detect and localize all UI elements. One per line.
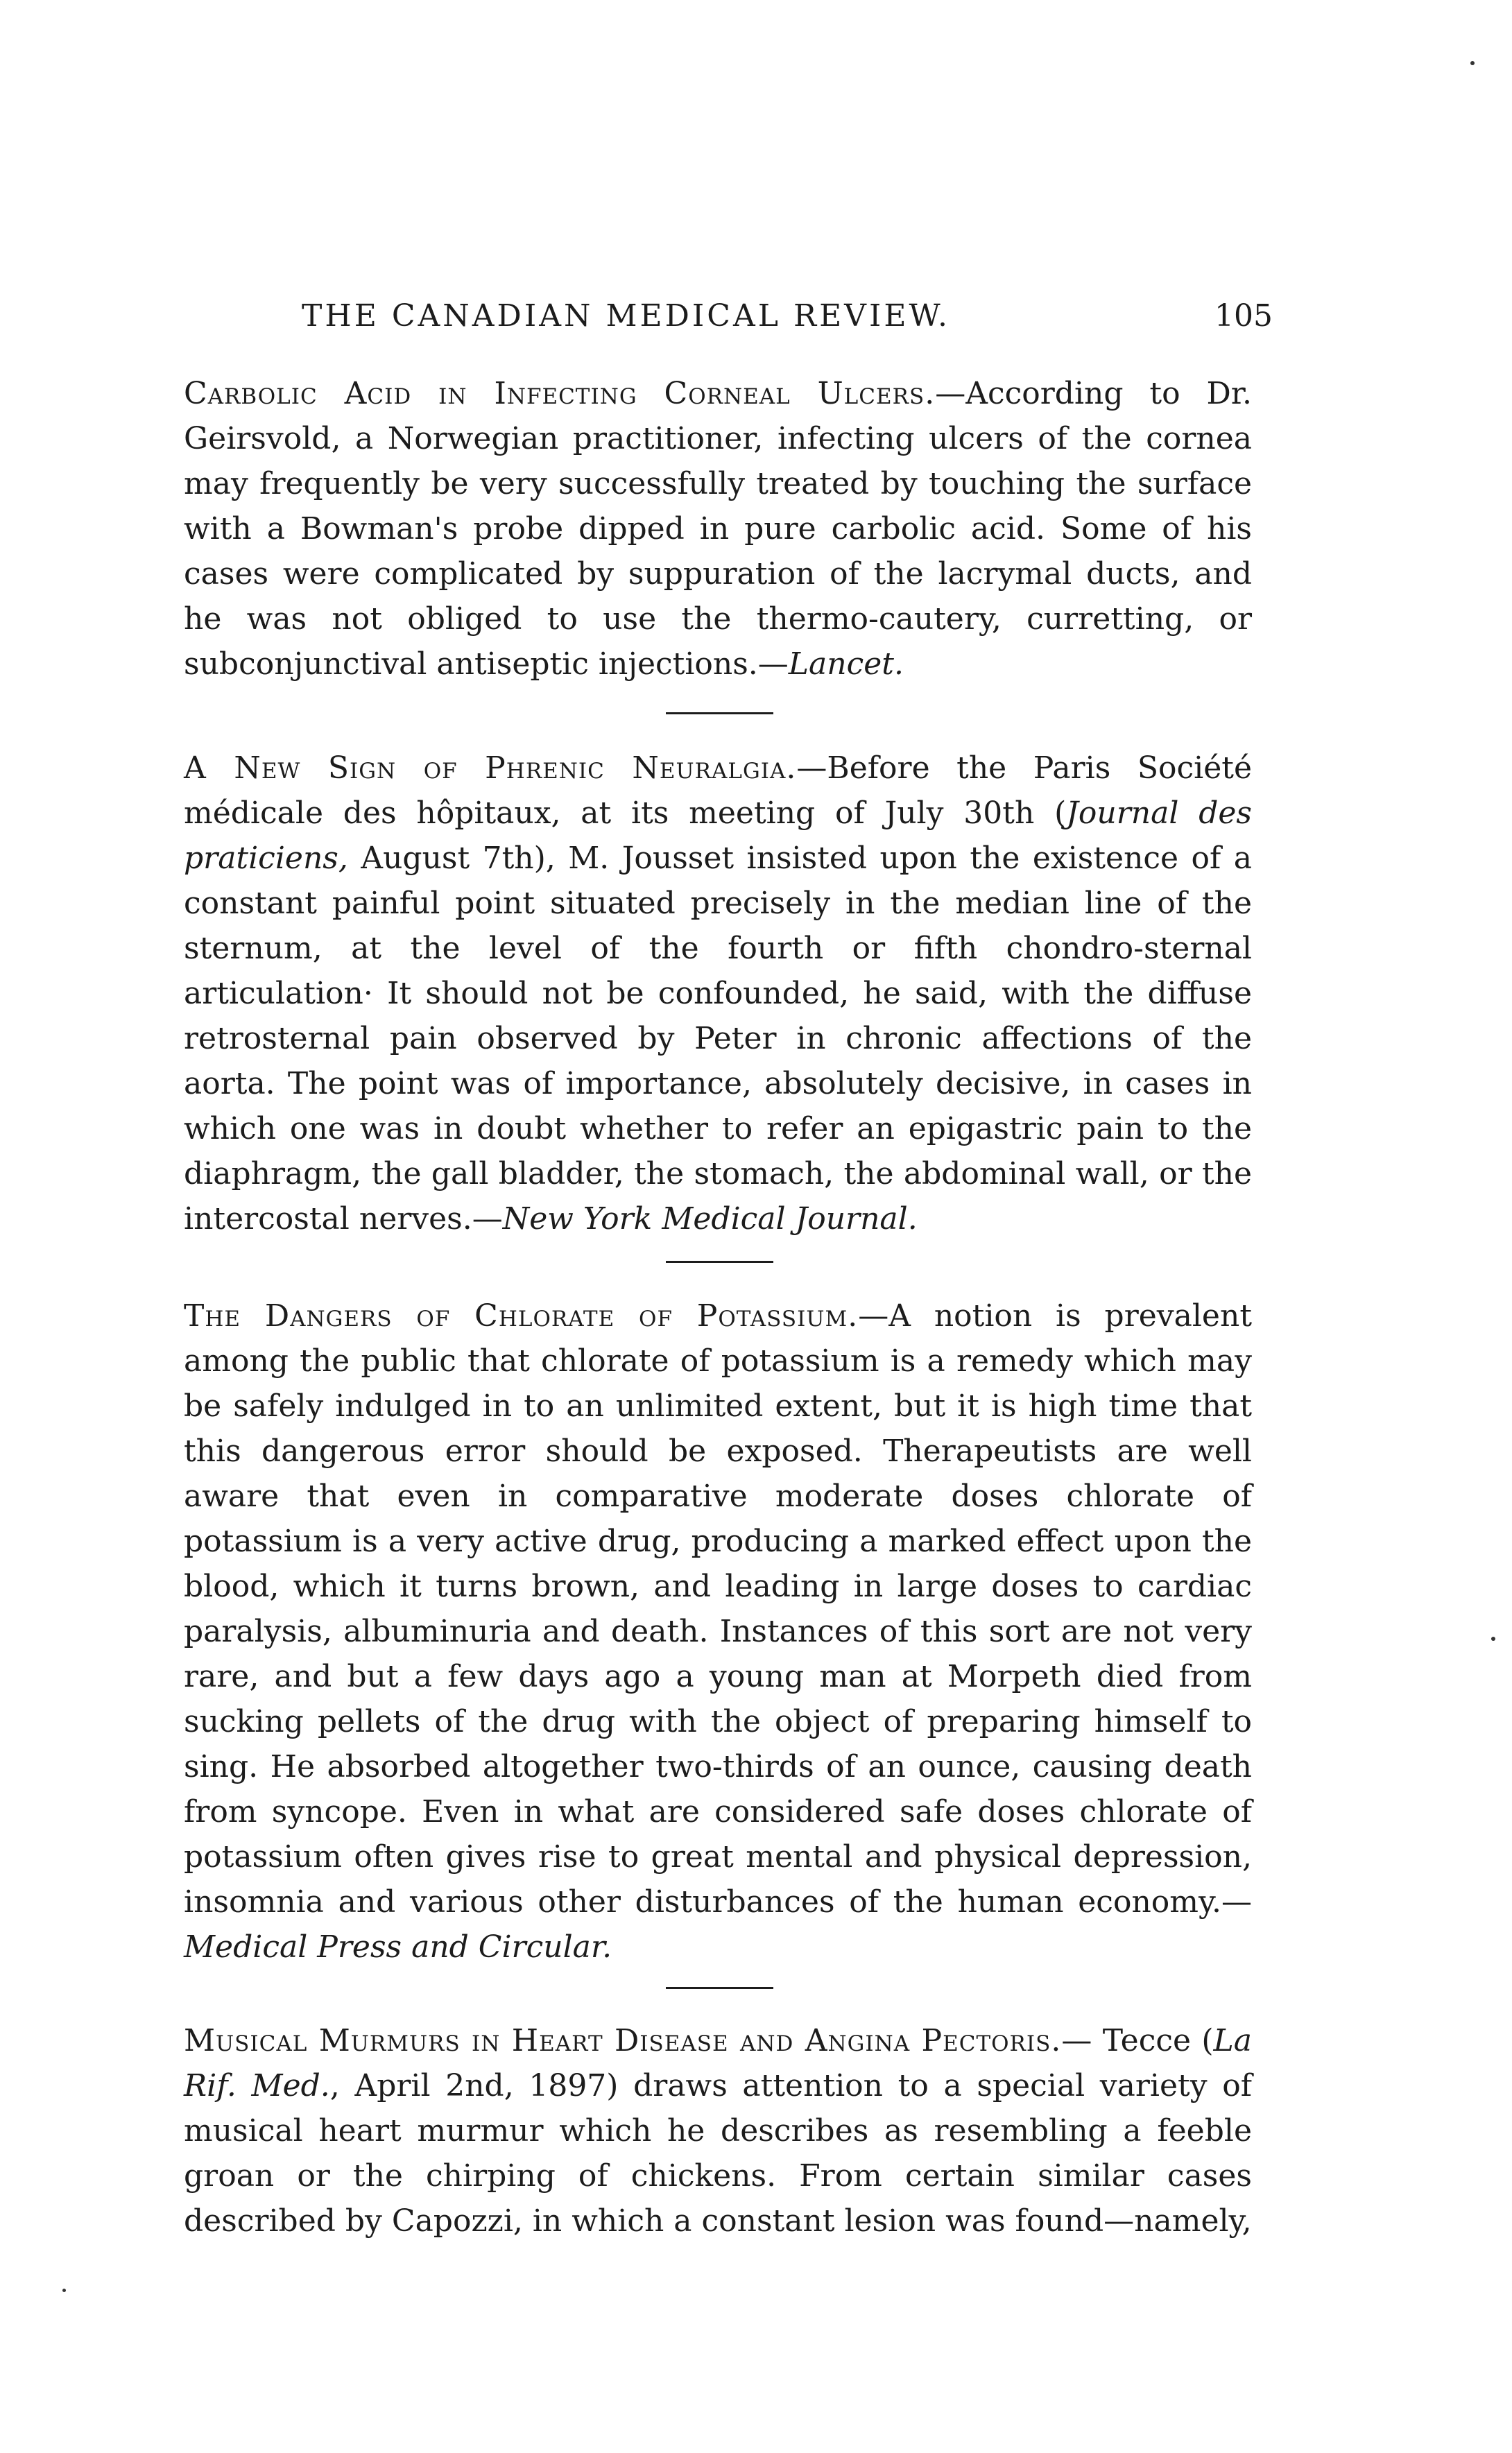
article-citation: Journal des praticiens, xyxy=(184,795,1252,876)
article-paragraph xyxy=(184,371,1252,687)
article-chlorate-potassium xyxy=(184,1293,1252,1970)
page-header xyxy=(184,298,1273,347)
article-body: —Before the Paris Société médicale des hôpitaux, at its meeting of July 30th ( xyxy=(184,750,1252,831)
article-body: — Tecce ( xyxy=(1061,2023,1214,2058)
article-carbolic-acid xyxy=(184,371,1252,687)
scan-speck xyxy=(62,2289,66,2292)
article-title: A New Sign of Phrenic Neuralgia. xyxy=(184,750,797,786)
article-citation: La Rif. Med. xyxy=(184,2023,1252,2103)
running-head: THE CANADIAN MEDICAL REVIEW. xyxy=(302,298,950,334)
article-body-continued: August 7th), M. Jousset insisted upon the existence of a constant painful point situated precisely in the median line of the sternum, at the level of the fourth or fifth chondro-sternal articulation· It should not be confounded, he said, with the diffuse retrosternal pain observed by Peter in chronic affections of the aorta. The point was of importance, absolutely decisive, in cases in which one was in doubt whether to refer an epigastric pain to the diaphragm, the gall bladder, the stomach, the abdominal wall, or the intercostal nerves.— xyxy=(184,841,1252,1237)
article-body: —A notion is prevalent among the public that chlorate of potassium is a remedy which may be safely indulged in to an unlimited extent, but it is high time that this dangerous error should be exposed. Therapeutists are well aware that even in comparative moderate doses chlorate of potassium is a very active drug, producing a marked effect upon the blood, which it turns brown, and leading in large doses to cardiac paralysis, albuminuria and death. Instances of this sort are not very rare, and but a few days ago a young man at Morpeth died from sucking pellets of the drug with the object of preparing himself to sing. He absorbed altogether two-thirds of an ounce, causing death from syncope. Even in what are considered safe doses chlorate of potassium often gives rise to great mental and physical depression, insomnia and various other disturbances of the human economy.— xyxy=(184,1298,1252,1920)
scan-speck xyxy=(1470,61,1475,65)
article-body: —According to Dr. Geirsvold, a Norwegian practitioner, infecting ulcers of the cornea may frequently be very successfully treated by touching the surface with a Bowman's probe dipped in pure carbolic acid. Some of his cases were complicated by suppuration of the lacrymal ducts, and he was not obliged to use the thermo-cautery, curretting, or subconjunctival antiseptic injections.— xyxy=(184,376,1252,682)
article-paragraph xyxy=(184,1293,1252,1970)
article-source: Lancet. xyxy=(788,646,904,682)
article-body-continued: , April 2nd, 1897) draws attention to a special variety of musical heart murmur which he describes as resembling a feeble groan or the chirping of chickens. From certain similar cases described by Capozzi, in which a constant lesion was found—namely, xyxy=(184,2068,1252,2239)
article-paragraph xyxy=(184,746,1252,1241)
section-divider xyxy=(666,1987,773,1989)
article-title: Musical Murmurs in Heart Disease and Angina Pectoris. xyxy=(184,2023,1062,2058)
article-source: New York Medical Journal. xyxy=(502,1201,918,1237)
article-source: Medical Press and Circular. xyxy=(184,1929,612,1965)
article-title: Carbolic Acid in Infecting Corneal Ulcers. xyxy=(184,376,936,411)
article-title: The Dangers of Chlorate of Potassium. xyxy=(184,1298,859,1334)
section-divider xyxy=(666,712,773,714)
article-phrenic-neuralgia xyxy=(184,746,1252,1241)
section-divider xyxy=(666,1261,773,1263)
page-number: 105 xyxy=(1214,298,1273,334)
article-musical-murmurs xyxy=(184,2018,1252,2244)
article-paragraph xyxy=(184,2018,1252,2244)
scan-speck xyxy=(1491,1637,1495,1641)
